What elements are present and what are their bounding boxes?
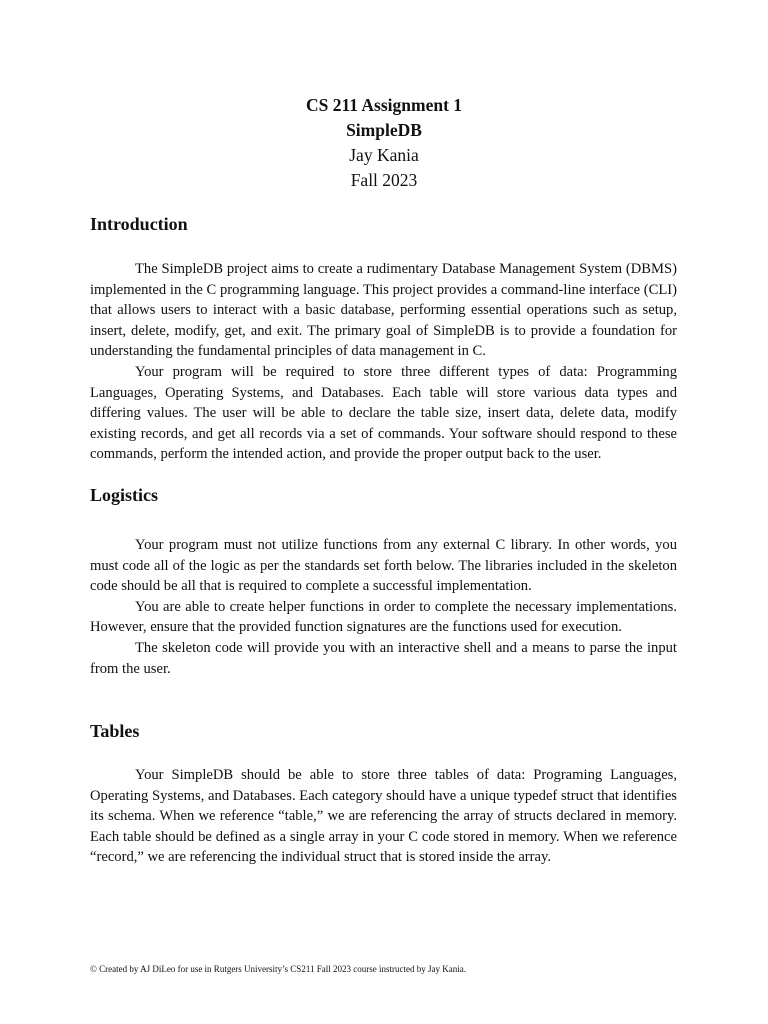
paragraph: You are able to create helper functions in order to complete the necessary implementations. However, ensure that the provided function signatures are the functions used for execution. <box>90 598 677 636</box>
course-title: CS 211 Assignment 1 <box>305 95 463 115</box>
author-name: Jay Kania <box>349 145 419 165</box>
project-name: SimpleDB <box>346 120 422 140</box>
paragraph: Your SimpleDB should be able to store three tables of data: Programing Languages, Operating Systems, and Databases. Each category should have a unique typedef struct that identifies its schema. When we reference “table,” we are referencing the array of structs declared in memory. Each table should be defined as a single array in your C code stored in memory. When we reference “record,” we are referencing the individual struct that is stored inside the array. <box>90 767 677 866</box>
paragraph: Your program must not utilize functions from any external C library. In other words, you must code all of the logic as per the standards set forth below. The libraries included in the skeleton code should be all that is required to complete a successful implementation. <box>90 537 677 595</box>
section-body-tables <box>90 765 677 868</box>
term: Fall 2023 <box>350 170 418 190</box>
copyright-footer: © Created by AJ DiLeo for use in Rutgers University’s CS211 Fall 2023 course instructed by Jay Kania. <box>90 964 466 974</box>
section-title-tables: Tables <box>90 721 140 741</box>
section-title-logistics: Logistics <box>90 485 159 505</box>
paragraph: Your program will be required to store three different types of data: Programming Languages, Operating Systems, and Databases. Each table will store various data types and differing values. The user will be able to declare the table size, insert data, delete data, modify existing records, and get all records via a set of commands. Your software should respond to these commands, perform the intended action, and provide the proper output back to the user. <box>90 363 677 463</box>
paragraph: The SimpleDB project aims to create a rudimentary Database Management System (DBMS) implemented in the C programming language. This project provides a command-line interface (CLI) that allows users to interact with a basic database, performing essential operations such as setup, insert, delete, modify, get, and exit. The primary goal of SimpleDB is to provide a foundation for understanding the fundamental principles of data management in C. <box>90 261 677 360</box>
section-body-logistics <box>90 535 677 679</box>
paragraph: The skeleton code will provide you with an interactive shell and a means to parse the input from the user. <box>90 639 677 677</box>
document-header <box>0 93 768 193</box>
section-body-introduction <box>90 259 677 465</box>
section-title-introduction: Introduction <box>90 214 188 234</box>
